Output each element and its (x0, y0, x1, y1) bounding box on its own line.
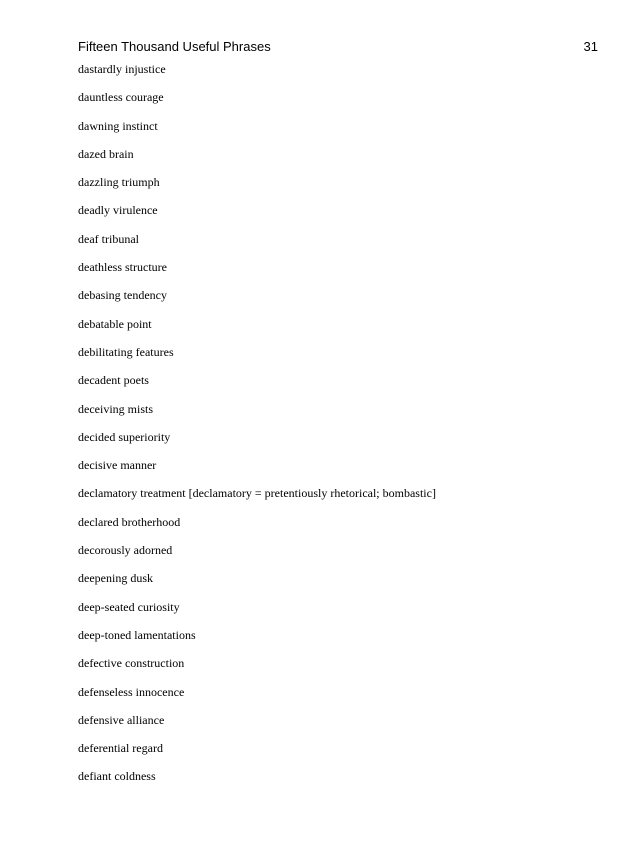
phrase-item: decorously adorned (78, 543, 173, 558)
phrase-item: defective construction (78, 656, 185, 671)
phrase-item: dawning instinct (78, 118, 158, 133)
phrase-item: deep-seated curiosity (78, 599, 180, 614)
phrase-item: decided superiority (78, 429, 171, 444)
page-title: Fifteen Thousand Useful Phrases (78, 39, 271, 54)
phrase-item: deaf tribunal (78, 231, 139, 246)
phrase-list (78, 61, 436, 797)
phrase-item: dazed brain (78, 146, 134, 161)
phrase-item: deepening dusk (78, 571, 153, 586)
phrase-item: defiant coldness (78, 769, 156, 784)
phrase-item: deep-toned lamentations (78, 627, 196, 642)
phrase-item: deceiving mists (78, 401, 153, 416)
page-header (78, 39, 598, 55)
phrase-item: decadent poets (78, 373, 149, 388)
phrase-item: defensive alliance (78, 712, 165, 727)
phrase-item: deadly virulence (78, 203, 158, 218)
phrase-item: defenseless innocence (78, 684, 185, 699)
phrase-item: declamatory treatment [declamatory = pretentiously rhetorical; bombastic] (78, 486, 436, 501)
phrase-item: debilitating features (78, 344, 174, 359)
phrase-item: declared brotherhood (78, 514, 181, 529)
phrase-item: debasing tendency (78, 288, 167, 303)
phrase-item: deathless structure (78, 260, 167, 275)
phrase-item: dazzling triumph (78, 175, 160, 190)
phrase-item: decisive manner (78, 458, 157, 473)
phrase-item: debatable point (78, 316, 152, 331)
phrase-item: dauntless courage (78, 90, 164, 105)
phrase-item: deferential regard (78, 741, 163, 756)
phrase-item: dastardly injustice (78, 62, 166, 76)
page-number: 31 (583, 39, 598, 54)
